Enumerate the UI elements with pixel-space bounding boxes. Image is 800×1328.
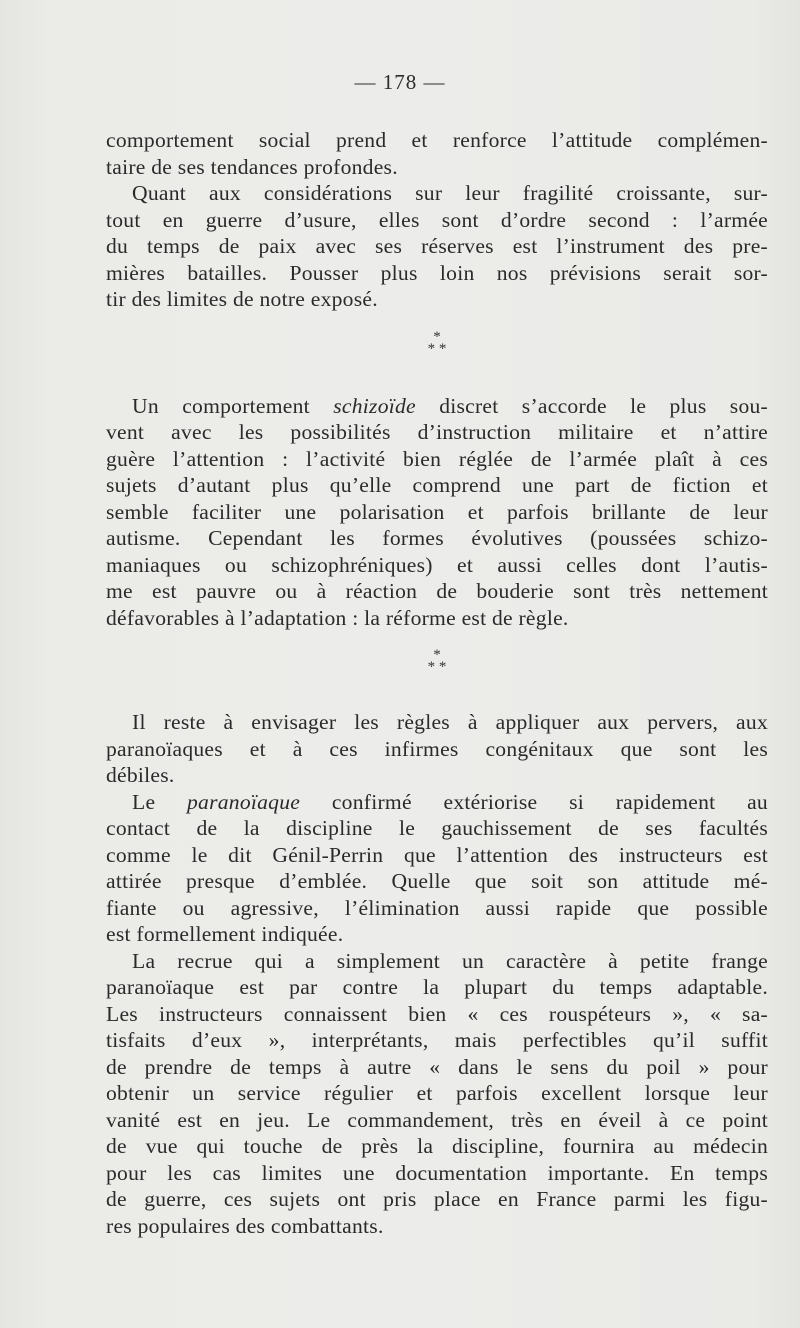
separator-asterisk-top: *	[433, 328, 441, 345]
text-line: mières batailles. Pousser plus loin nos prévisions serait sor-	[106, 260, 768, 285]
section-separator	[106, 631, 768, 709]
page-number: — 178 —	[354, 70, 446, 94]
text-line: tout en guerre d’usure, elles sont d’ordre second : l’armée	[106, 207, 768, 232]
text-line: pour les cas limites une documentation importante. En temps	[106, 1160, 768, 1185]
text-line: de prendre de temps à autre « dans le sens du poil » pour	[106, 1054, 768, 1079]
text-line: est formellement indiquée.	[106, 922, 344, 946]
text-line: res populaires des combattants.	[106, 1213, 384, 1238]
text-line: tisfaits d’eux », interprétants, mais perfectibles qu’il suffit	[106, 1028, 768, 1052]
paragraph	[106, 789, 768, 948]
text-line: guère l’attention : l’activité bien réglée de l’armée plaît à ces	[106, 446, 768, 471]
separator-asterisk-bottom: * *	[427, 659, 447, 675]
text-line: Les instructeurs connaissent bien « ces rouspéteurs », « sa-	[106, 1001, 768, 1026]
italic-term: paranoïaque	[187, 789, 301, 814]
text-line: tir des limites de notre exposé.	[106, 287, 378, 311]
section-separator	[106, 313, 768, 393]
text-line: Il reste à envisager les règles à appliquer aux pervers, aux	[132, 710, 768, 734]
text-span: confirmé extériorise si rapidement au	[300, 789, 768, 814]
text-span: Un comportement	[132, 393, 334, 418]
text-line: fiante ou agressive, l’élimination aussi rapide que possible	[106, 895, 768, 920]
text-line: obtenir un service régulier et parfois excellent lorsque leur	[106, 1081, 768, 1105]
text-line	[106, 393, 768, 420]
paragraph	[106, 127, 768, 180]
text-line: autisme. Cependant les formes évolutives (poussées schizo-	[106, 526, 768, 550]
text-line: sujets d’autant plus qu’elle comprend une part de fiction et	[106, 473, 768, 497]
separator-asterisk-top: *	[433, 647, 441, 663]
text-line: débiles.	[106, 763, 175, 787]
text-line: de guerre, ces sujets ont pris place en France parmi les figu-	[106, 1187, 768, 1211]
text-line: comportement social prend et renforce l’attitude complémen-	[106, 128, 768, 152]
text-line: contact de la discipline le gauchissement de ses facultés	[106, 816, 768, 840]
paragraph	[106, 709, 768, 789]
paragraph	[106, 393, 768, 632]
text-line: de vue qui touche de près la discipline, fournira au médecin	[106, 1134, 768, 1158]
text-line: semble faciliter une polarisation et parfois brillante de leur	[106, 499, 768, 524]
text-line: Quant aux considérations sur leur fragilité croissante, sur-	[132, 181, 768, 205]
text-line: paranoïaque est par contre la plupart du temps adaptable.	[106, 975, 768, 999]
text-line: vanité est en jeu. Le commandement, très en éveil à ce point	[106, 1107, 768, 1132]
text-line: maniaques ou schizophréniques) et aussi celles dont l’autis-	[106, 552, 768, 577]
text-span: discret s’accorde le plus sou-	[415, 393, 768, 418]
text-line: me est pauvre ou à réaction de bouderie sont très nettement	[106, 579, 768, 603]
text-line: taire de ses tendances profondes.	[106, 154, 398, 179]
text-line: attirée presque d’emblée. Quelle que soit son attitude mé-	[106, 869, 768, 893]
paragraph	[106, 180, 768, 313]
text-line	[106, 789, 768, 816]
text-line: comme le dit Génil-Perrin que l’attention des instructeurs est	[106, 842, 768, 867]
separator-asterisk-bottom: * *	[427, 340, 447, 357]
text-line: vent avec les possibilités d’instruction militaire et n’attire	[106, 420, 768, 444]
text-line: du temps de paix avec ses réserves est l’instrument des pre-	[106, 234, 768, 258]
text-span: Le	[132, 789, 187, 814]
body-text	[106, 127, 768, 1239]
italic-term: schizoïde	[333, 393, 416, 418]
text-line: La recrue qui a simplement un caractère à petite frange	[132, 948, 768, 973]
text-line: paranoïaques et à ces infirmes congénitaux que sont les	[106, 736, 768, 761]
paragraph	[106, 948, 768, 1240]
text-line: défavorables à l’adaptation : la réforme est de règle.	[106, 605, 569, 630]
